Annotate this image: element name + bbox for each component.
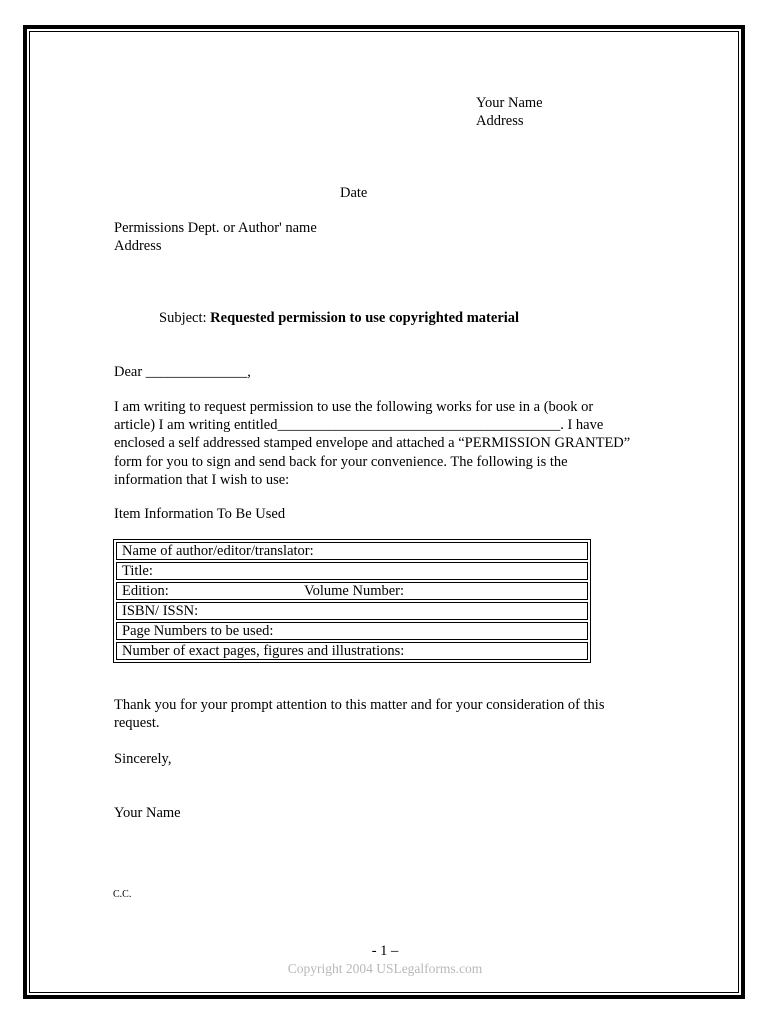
sender-address: Address <box>476 113 524 129</box>
recipient-name: Permissions Dept. or Author' name <box>114 220 317 236</box>
signoff: Sincerely, <box>114 751 172 767</box>
item-info-table <box>113 539 591 663</box>
body-paragraph <box>114 398 659 489</box>
date-label: Date <box>340 185 368 201</box>
table-cell-edition-volume <box>116 582 588 600</box>
body-line: information that I wish to use: <box>114 471 290 488</box>
signature-name: Your Name <box>114 805 181 821</box>
closing-line: request. <box>114 715 160 732</box>
body-line: form for you to sign and send back for your convenience. The following is the <box>114 453 568 470</box>
table-cell-exact-pages: Number of exact pages, figures and illustrations: <box>116 642 588 660</box>
cc-label: C.C. <box>113 889 132 900</box>
table-row <box>116 562 588 580</box>
table-row <box>116 602 588 620</box>
subject-line <box>159 309 519 327</box>
table-cell-page-numbers: Page Numbers to be used: <box>116 622 588 640</box>
table-cell-author: Name of author/editor/translator: <box>116 542 588 560</box>
table-row <box>116 622 588 640</box>
subject-label: Subject: <box>159 310 211 326</box>
copyright-notice: Copyright 2004 USLegalforms.com <box>287 961 483 976</box>
volume-label: Volume Number: <box>304 583 405 599</box>
table-row <box>116 542 588 560</box>
page-number: - 1 – <box>371 943 399 959</box>
edition-label: Edition: <box>122 583 169 599</box>
recipient-address: Address <box>114 238 162 254</box>
body-line: I am writing to request permission to use the following works for use in a (book or <box>114 399 594 415</box>
closing-paragraph <box>114 696 659 732</box>
table-row <box>116 642 588 660</box>
body-line: enclosed a self addressed stamped envelope and attached a “PERMISSION GRANTED” <box>114 435 631 452</box>
table-cell-title: Title: <box>116 562 588 580</box>
salutation: Dear ______________, <box>114 364 251 380</box>
subject-text: Requested permission to use copyrighted material <box>210 310 520 326</box>
table-row <box>116 582 588 600</box>
closing-line: Thank you for your prompt attention to this matter and for your consideration of this <box>114 697 605 713</box>
body-line: article) I am writing entitled_______________________________________. I have <box>114 417 604 434</box>
sender-name: Your Name <box>476 95 543 111</box>
item-heading: Item Information To Be Used <box>114 506 286 522</box>
table-cell-isbn: ISBN/ ISSN: <box>116 602 588 620</box>
